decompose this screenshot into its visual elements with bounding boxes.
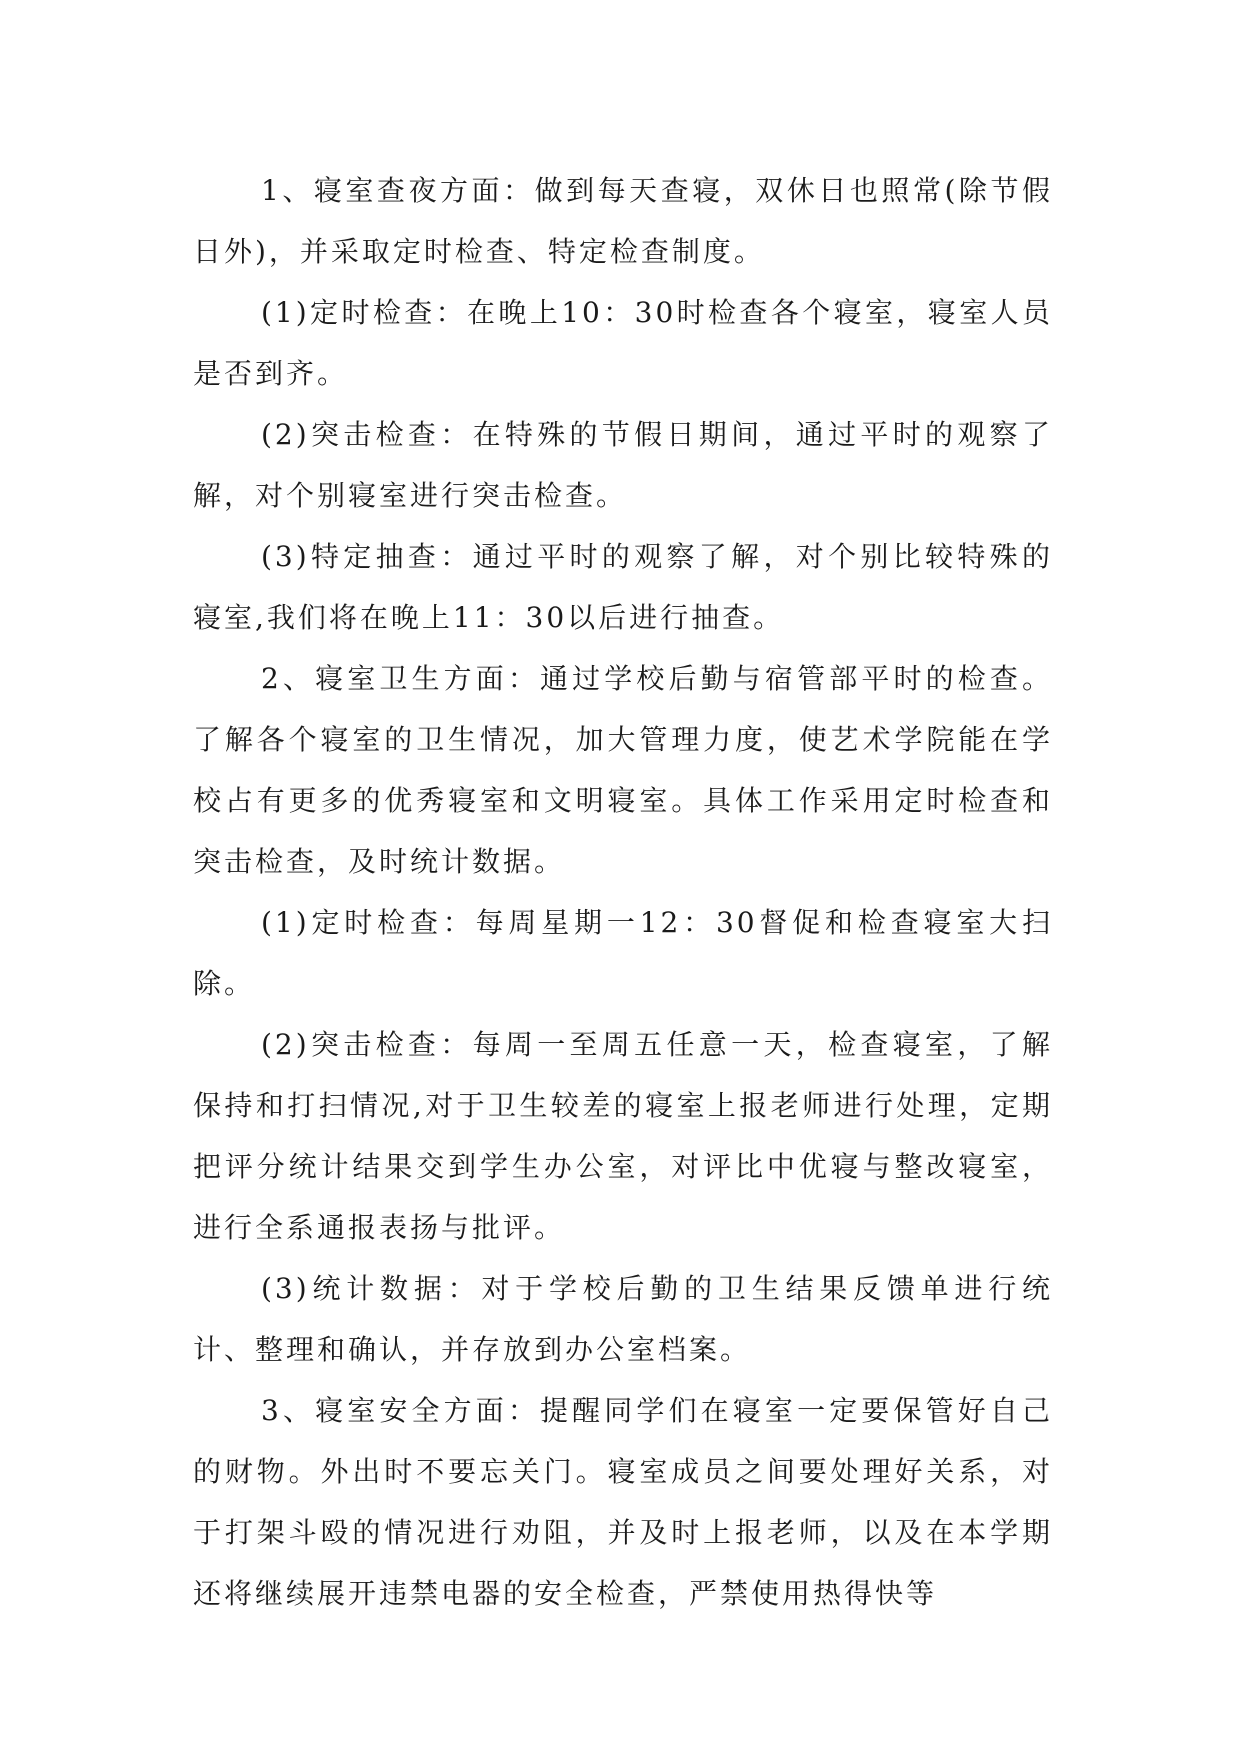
- paragraph-timed-check-night: (1)定时检查：在晚上10：30时检查各个寝室，寝室人员是否到齐。: [193, 296, 1053, 390]
- document-body: [193, 160, 1053, 1624]
- paragraph-dorm-safety: 3、寝室安全方面：提醒同学们在寝室一定要保管好自己的财物。外出时不要忘关门。寝室成员之间要处理好关系，对于打架斗殴的情况进行劝阻，并及时上报老师，以及在本学期还将继续展开违禁电器的安全检查，严禁使用热得快等: [193, 1394, 1053, 1610]
- paragraph-statistics: (3)统计数据：对于学校后勤的卫生结果反馈单进行统计、整理和确认，并存放到办公室档案。: [193, 1272, 1053, 1366]
- paragraph-dorm-night-check: 1、寝室查夜方面：做到每天查寝，双休日也照常(除节假日外)，并采取定时检查、特定检查制度。: [193, 174, 1053, 268]
- paragraph-dorm-hygiene: 2、寝室卫生方面：通过学校后勤与宿管部平时的检查。了解各个寝室的卫生情况，加大管理力度，使艺术学院能在学校占有更多的优秀寝室和文明寝室。具体工作采用定时检查和突击检查，及时统计数据。: [193, 662, 1053, 878]
- paragraph-timed-check-cleaning: (1)定时检查：每周星期一12：30督促和检查寝室大扫除。: [193, 906, 1053, 1000]
- paragraph-spot-check: (3)特定抽查：通过平时的观察了解，对个别比较特殊的寝室,我们将在晚上11：30以后进行抽查。: [193, 540, 1053, 634]
- paragraph-surprise-check-hygiene: (2)突击检查：每周一至周五任意一天，检查寝室，了解保持和打扫情况,对于卫生较差的寝室上报老师进行处理，定期把评分统计结果交到学生办公室，对评比中优寝与整改寝室，进行全系通报表扬与批评。: [193, 1028, 1053, 1244]
- paragraph-surprise-check-holiday: (2)突击检查：在特殊的节假日期间，通过平时的观察了解，对个别寝室进行突击检查。: [193, 418, 1053, 512]
